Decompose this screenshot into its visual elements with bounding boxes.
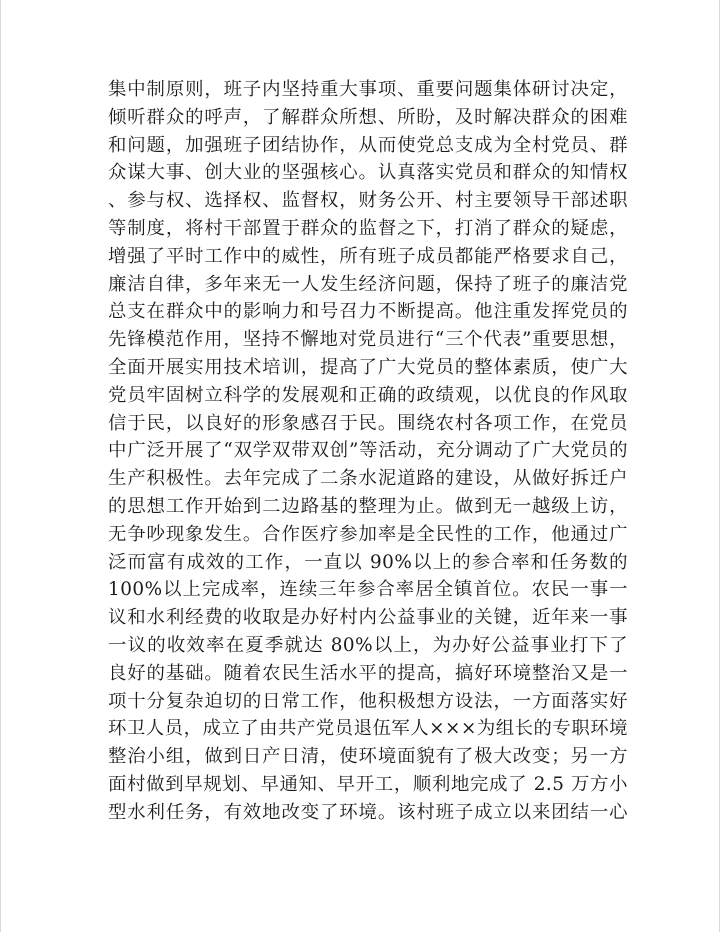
text-line-3: 和问题，加强班子团结协作，从而使党总支成为全村党员、群 bbox=[108, 134, 628, 156]
text-line-21: 一议的收效率在夏季就达 80%以上，为办好公益事业打下了 bbox=[108, 634, 628, 656]
text-line-7: 增强了平时工作中的威性，所有班子成员都能严格要求自己， bbox=[108, 245, 628, 267]
text-line-8: 廉洁自律，多年来无一人发生经济问题，保持了班子的廉洁党 bbox=[108, 273, 628, 295]
text-line-19: 100%以上完成率，连续三年参合率居全镇首位。农民一事一 bbox=[108, 579, 628, 601]
body-paragraph bbox=[108, 76, 628, 827]
text-line-12: 党员牢固树立科学的发展观和正确的政绩观，以优良的作风取 bbox=[108, 384, 628, 406]
text-line-10: 先锋模范作用，坚持不懈地对党员进行“三个代表”重要思想， bbox=[108, 329, 628, 351]
text-line-27: 型水利任务，有效地改变了环境。该村班子成立以来团结一心 bbox=[108, 801, 628, 823]
text-line-5: 、参与权、选择权、监督权，财务公开、村主要领导干部述职 bbox=[108, 190, 628, 212]
text-line-20: 议和水利经费的收取是办好村内公益事业的关键，近年来一事 bbox=[108, 607, 628, 629]
text-line-4: 众谋大事、创大业的坚强核心。认真落实党员和群众的知情权 bbox=[108, 162, 628, 184]
text-line-15: 生产积极性。去年完成了二条水泥道路的建设，从做好拆迁户 bbox=[108, 468, 628, 490]
text-line-18: 泛而富有成效的工作，一直以 90%以上的参合率和任务数的 bbox=[108, 551, 628, 573]
text-line-22: 良好的基础。随着农民生活水平的提高，搞好环境整治又是一 bbox=[108, 662, 628, 684]
text-line-14: 中广泛开展了“双学双带双创”等活动，充分调动了广大党员的 bbox=[108, 440, 628, 462]
text-line-13: 信于民，以良好的形象感召于民。围绕农村各项工作，在党员 bbox=[108, 412, 628, 434]
text-line-2: 倾听群众的呼声，了解群众所想、所盼，及时解决群众的困难 bbox=[108, 106, 628, 128]
text-line-1: 集中制原则，班子内坚持重大事项、重要问题集体研讨决定， bbox=[108, 79, 628, 100]
text-line-26: 面村做到早规划、早通知、早开工，顺利地完成了 2.5 万方小 bbox=[108, 773, 628, 795]
text-line-11: 全面开展实用技术培训，提高了广大党员的整体素质，使广大 bbox=[108, 356, 628, 378]
text-line-24: 环卫人员，成立了由共产党员退伍军人×××为组长的专职环境 bbox=[108, 718, 628, 740]
text-line-25: 整治小组，做到日产日清，使环境面貌有了极大改变；另一方 bbox=[108, 746, 628, 768]
text-line-6: 等制度，将村干部置于群众的监督之下，打消了群众的疑虑， bbox=[108, 217, 628, 239]
text-line-17: 无争吵现象发生。合作医疗参加率是全民性的工作，他通过广 bbox=[108, 523, 628, 545]
text-line-23: 项十分复杂迫切的日常工作，他积极想方设法，一方面落实好 bbox=[108, 690, 628, 712]
text-line-9: 总支在群众中的影响力和号召力不断提高。他注重发挥党员的 bbox=[108, 301, 628, 323]
text-line-16: 的思想工作开始到二边路基的整理为止。做到无一越级上访， bbox=[108, 495, 628, 517]
page-left-border bbox=[0, 0, 1, 932]
